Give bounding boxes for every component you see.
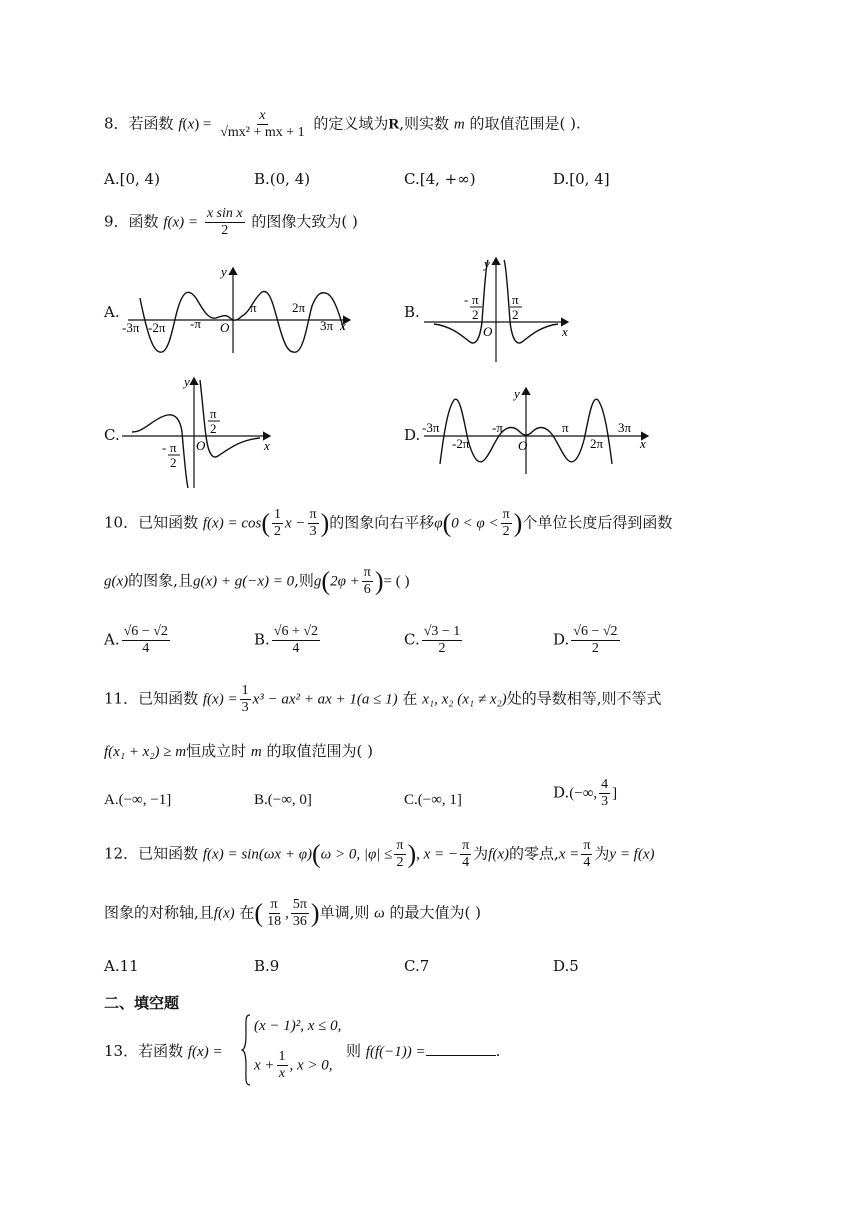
math-expression: ω > 0, |φ| ≤ (320, 846, 393, 863)
question-number: 11． (104, 689, 139, 708)
fraction-denominator: 3 (241, 700, 249, 716)
fraction-denominator: 4 (462, 855, 470, 871)
option-text: D.[0, 4] (553, 170, 610, 188)
fraction (422, 624, 463, 657)
fraction (599, 777, 610, 810)
option-text: C.(−∞, 1] (404, 792, 462, 808)
fraction-numerator: π (460, 838, 471, 855)
math-expression: g(x) + g(−x) = 0 (192, 573, 295, 590)
question-12-line-1: 12．已知函数 f(x) = sin(ωx + φ)(ω > 0, |φ| ≤ $\frac{\pi}{2}$ ), x = − $\frac{\pi}{4}$ 为f(x)的零点,x = $\frac{\pi}{4}$ 为y = f(x) (104, 838, 655, 871)
question-8: 8．若函数 f(x) = $\frac{x}{\text{√mx² + mx + 1}}$ 的定义域为R,则实数 m 的取值范围是( ). (104, 108, 581, 141)
fraction-denominator: 18 (267, 914, 282, 930)
math-expression: , x = − (416, 846, 459, 863)
question-13 (104, 1040, 223, 1061)
axis-label: x (640, 436, 646, 451)
fraction-numerator: 1 (272, 507, 283, 524)
question-number: 12． (104, 844, 139, 863)
question-text: 的图象向右平移 (329, 513, 435, 532)
fraction-denominator: 2 (591, 641, 599, 657)
graph-b (420, 252, 580, 367)
math-symbol: φ (434, 515, 443, 532)
option-b[interactable] (254, 170, 310, 188)
math-symbol: m (453, 116, 465, 133)
question-text: 的取值范围为( ) (266, 742, 373, 760)
question-text: 个单位长度后得到函数 (522, 513, 673, 532)
math-expression: f(f(−1)) = (365, 1044, 426, 1060)
fraction (394, 838, 405, 871)
fraction-denominator: 36 (292, 914, 307, 930)
option-text: A.[0, 4) (104, 170, 160, 188)
question-text: 已知函数 (138, 689, 199, 708)
math-expression: f(x) (488, 846, 509, 863)
axis-label: x (562, 324, 568, 339)
question-11-line-1 (104, 683, 661, 716)
fraction-numerator: √3 − 1 (422, 624, 463, 641)
option-text: B.9 (254, 957, 280, 975)
fraction-numerator: √6 − √2 (122, 624, 170, 641)
fraction-denominator: 3 (309, 524, 317, 540)
math-symbol: ω (374, 905, 385, 922)
math-expression: g(x) (104, 573, 129, 590)
fraction (240, 683, 251, 716)
axis-label: y (184, 374, 190, 389)
fraction-denominator: 2 (396, 855, 404, 871)
question-number: 9． (104, 212, 129, 231)
tick-label: - (464, 292, 469, 307)
option-b[interactable] (254, 790, 312, 809)
fraction-numerator: π (308, 507, 319, 524)
answer-blank[interactable] (426, 1041, 496, 1056)
question-text: 的最大值为( ) (389, 903, 481, 922)
tick-label: 2 (170, 455, 177, 470)
question-text: 函数 (128, 212, 159, 231)
piecewise-brace (241, 1014, 251, 1086)
question-text: 图象的对称轴,且 (104, 903, 214, 922)
fraction-numerator: π (581, 838, 592, 855)
question-number: 8． (104, 114, 129, 133)
fraction (205, 206, 245, 239)
tick-label: 2π (590, 436, 604, 451)
option-label: A. (104, 630, 120, 649)
tick-label: -π (190, 316, 201, 331)
tick-label: 2 (472, 307, 479, 322)
axis-label: x (264, 438, 270, 453)
option-label: D. (553, 630, 570, 649)
question-text: 的定义域为 (313, 114, 389, 133)
question-text: . (495, 1042, 501, 1060)
question-text: ,则实数 (399, 114, 450, 133)
fraction-numerator: 1 (240, 683, 251, 700)
fraction-denominator: 3 (601, 794, 609, 810)
fraction (460, 838, 471, 871)
option-text: D. (404, 426, 421, 444)
option-d[interactable] (553, 957, 579, 975)
math-expression: x − (285, 515, 306, 532)
math-expression: f(x) (213, 905, 235, 922)
fraction-denominator: 6 (363, 582, 371, 598)
option-text: C.7 (404, 957, 430, 975)
tick-label: π (562, 420, 569, 435)
question-text: ,则 (294, 571, 314, 590)
tick-label: π (250, 300, 257, 315)
question-number: 13． (104, 1042, 139, 1060)
option-a[interactable] (104, 790, 171, 809)
tick-label: 2π (292, 300, 306, 315)
question-9 (104, 206, 358, 239)
tick-label: 2 (512, 307, 519, 322)
math-expression: f(x) = (163, 214, 199, 231)
fraction-numerator: √6 + √2 (272, 624, 320, 641)
option-c[interactable] (404, 170, 476, 188)
fraction-denominator: 4 (292, 641, 300, 657)
option-d-label[interactable] (404, 426, 420, 444)
question-10-line-1: 10．已知函数 f(x) = cos( $\frac{1}{2}$ x − $\frac{\pi}{3}$ )的图象向右平移φ(0 < φ < $\frac{\pi}{2}$ )个单位长度后得到函数 (104, 507, 673, 540)
tick-label: π (472, 292, 479, 307)
question-11-line-2 (104, 740, 373, 761)
piecewise-case-1: (x − 1)², x ≤ 0, (254, 1018, 342, 1034)
math-expression: x = (558, 846, 580, 863)
question-text: 的零点, (509, 844, 559, 863)
question-10-line-2: g(x)的图象,且g(x) + g(−x) = 0,则g(2φ + $\frac{\pi}{6}$ )= ( ) (104, 565, 410, 598)
tick-label: π (210, 406, 217, 421)
tick-label: π (170, 440, 177, 455)
math-symbol: g (313, 573, 322, 590)
fraction (265, 897, 283, 930)
fraction-numerator: x sin x (205, 206, 245, 223)
fraction (218, 108, 306, 141)
question-text: 的图像大致为( ) (251, 212, 358, 231)
option-text: C. (104, 426, 120, 444)
question-text: 若函数 (128, 114, 174, 133)
fraction (501, 507, 512, 540)
question-text: 为 (473, 844, 489, 863)
option-text: A.(−∞, −1] (104, 792, 172, 808)
fraction-denominator: 2 (221, 223, 229, 239)
math-expression: f (178, 116, 183, 133)
option-text: C.[4, +∞) (404, 170, 476, 188)
tick-label: - (162, 440, 167, 455)
fraction-numerator: 1 (277, 1049, 288, 1066)
tick-label: 2 (210, 421, 217, 436)
option-a[interactable] (104, 624, 172, 657)
question-text: 则 (346, 1042, 362, 1060)
math-symbol: m (250, 744, 262, 760)
fraction (581, 838, 592, 871)
fraction-denominator: x (278, 1066, 286, 1082)
question-text: 若函数 (138, 1042, 184, 1060)
fraction-numerator: π (501, 507, 512, 524)
tick-label: -2π (148, 320, 166, 335)
question-text: 为 (594, 844, 610, 863)
option-text: D.5 (553, 957, 579, 975)
option-b[interactable] (254, 957, 279, 975)
option-text: B. (404, 303, 420, 321)
option-c[interactable] (404, 957, 429, 975)
axis-label: y (221, 264, 227, 279)
question-12-line-2: 图象的对称轴,且f(x) 在( $\frac{\pi}{18}$ , $\frac{5\pi}{36}$ )单调,则 ω 的最大值为( ) (104, 897, 481, 930)
option-a[interactable] (104, 957, 139, 975)
axis-label: x (340, 318, 346, 333)
option-c[interactable] (404, 624, 464, 657)
curve (132, 380, 260, 488)
math-expression: 0 < φ < (451, 515, 499, 532)
fraction-denominator: 4 (583, 855, 591, 871)
graph-d (420, 382, 660, 482)
question-text: 的图象,且 (128, 571, 193, 590)
question-text: 在 (239, 903, 255, 922)
fraction (277, 1049, 288, 1082)
fraction-numerator: 5π (291, 897, 309, 914)
piecewise-case-2 (254, 1049, 333, 1082)
question-text: 单调,则 (319, 903, 370, 922)
option-d[interactable] (553, 170, 610, 188)
axis-label: y (514, 386, 520, 401)
question-number: 10． (104, 513, 139, 532)
graph-c (118, 372, 278, 492)
question-text: 在 (402, 689, 418, 708)
math-expression: , x > 0, (289, 1057, 333, 1074)
option-text: B.(−∞, 0] (254, 792, 312, 808)
option-d[interactable] (553, 624, 622, 657)
math-expression: f(x) = cos (202, 515, 262, 532)
fraction-denominator: 2 (274, 524, 281, 540)
fraction-denominator: √mx² + mx + 1 (220, 125, 305, 141)
fraction-numerator: √6 − √2 (571, 624, 619, 641)
fraction (122, 624, 170, 657)
option-text: (−∞, (569, 785, 598, 802)
question-text: 已知函数 (138, 513, 199, 532)
option-text: B.(0, 4) (254, 170, 311, 188)
tick-label: -π (492, 420, 503, 435)
question-text: 恒成立时 (186, 742, 247, 760)
math-expression: f(x) = (187, 1044, 223, 1060)
axis-label: y (484, 256, 490, 271)
math-expression: f(x₁ + x₂) ≥ m (104, 744, 187, 760)
question-13-tail (346, 1040, 500, 1061)
fraction-denominator: 2 (438, 641, 446, 657)
question-text: 处的导数相等,则不等式 (506, 689, 662, 708)
math-expression: f(x) = sin(ωx + φ) (202, 846, 312, 863)
origin-label: O (483, 324, 493, 339)
math-expression: 2φ + (330, 573, 360, 590)
origin-label: O (220, 320, 230, 335)
option-label: C. (404, 630, 420, 649)
origin-label: O (518, 438, 528, 453)
fraction-denominator: 2 (502, 524, 510, 540)
option-label: B. (254, 630, 270, 649)
fraction (272, 507, 283, 540)
math-expression: y = f(x) (609, 846, 655, 863)
tick-label: -3π (422, 420, 440, 435)
origin-label: O (196, 438, 206, 453)
option-text: A.11 (104, 957, 139, 975)
option-text: A. (104, 303, 120, 321)
option-d[interactable] (553, 777, 617, 810)
fraction-numerator: π (269, 897, 280, 914)
tick-label: 3π (320, 318, 334, 333)
question-text: 的取值范围是( ). (469, 114, 581, 133)
tick-label: 3π (618, 420, 632, 435)
tick-label: -2π (452, 436, 470, 451)
fraction (571, 624, 619, 657)
graph-a (118, 258, 368, 358)
fraction (362, 565, 373, 598)
fraction-numerator: π (394, 838, 405, 855)
math-expression: f(x) = (202, 691, 238, 708)
math-expression: x₁, x₂ (x₁ ≠ x₂) (422, 691, 507, 708)
option-b-label[interactable] (404, 303, 420, 321)
fraction-numerator: 4 (599, 777, 610, 794)
tick-label: π (512, 292, 519, 307)
fraction-numerator: π (362, 565, 373, 582)
curve (140, 291, 344, 352)
fraction (291, 897, 309, 930)
fraction-denominator: 4 (142, 641, 150, 657)
tick-label: -3π (122, 320, 140, 335)
math-expression: x³ − ax² + ax + 1(a ≤ 1) (252, 691, 398, 708)
option-c[interactable] (404, 790, 462, 809)
section-heading: 二、填空题 (104, 994, 180, 1012)
question-text: 已知函数 (138, 844, 199, 863)
math-symbol: R (388, 116, 400, 133)
fraction (308, 507, 319, 540)
option-a[interactable] (104, 170, 160, 188)
option-label: D. (553, 783, 570, 802)
fraction (272, 624, 320, 657)
option-b[interactable] (254, 624, 322, 657)
math-expression: x + (254, 1057, 275, 1074)
fraction-numerator: x (257, 108, 267, 125)
question-text: = ( ) (383, 573, 410, 590)
option-text: ] (612, 785, 618, 802)
